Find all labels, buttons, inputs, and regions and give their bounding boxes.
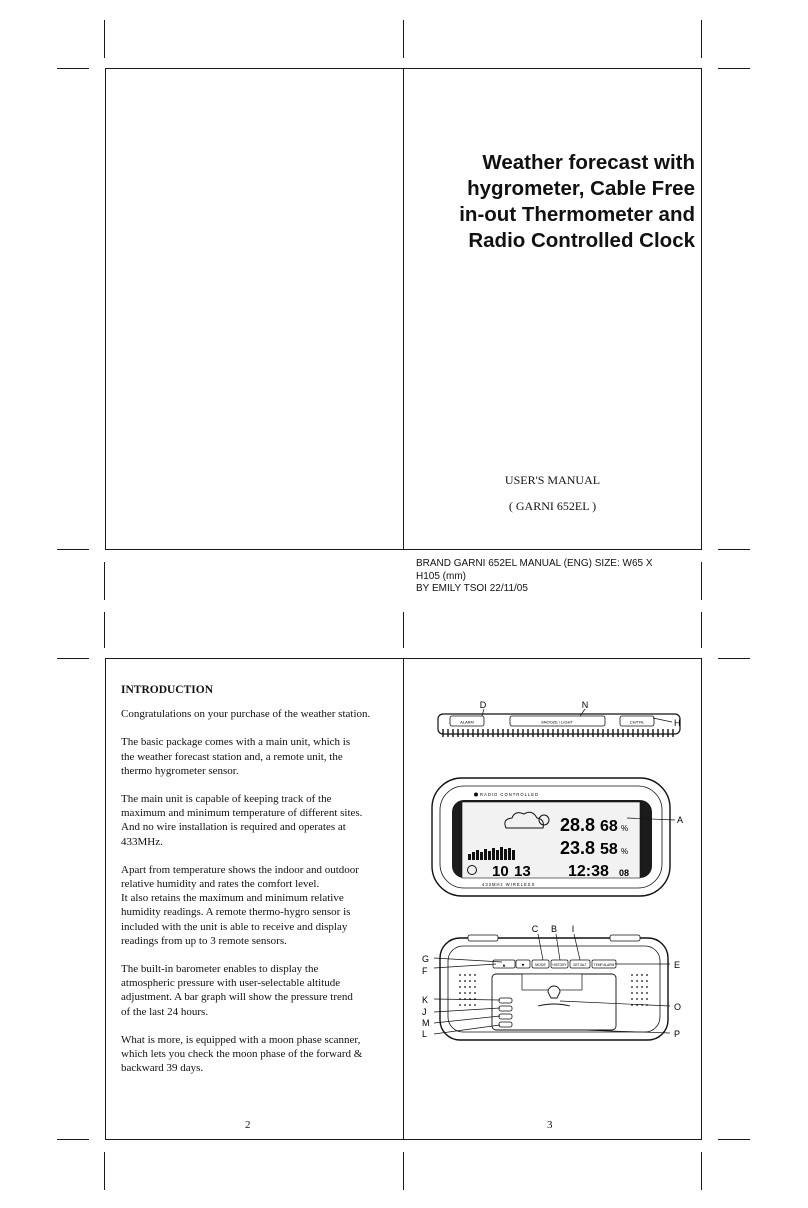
- mode-button-label: MODE: [535, 963, 546, 967]
- down-button-label: ▼: [520, 962, 526, 968]
- crop-mark: [701, 20, 702, 58]
- temp-alarm-button-label: TEMP ALARM: [593, 963, 615, 967]
- outdoor-humidity: 58: [600, 841, 618, 858]
- indoor-temperature: 28.8: [560, 815, 596, 835]
- text-line: which lets you check the moon phase of the forward &: [121, 1048, 363, 1061]
- page-number-left: 2: [245, 1119, 251, 1131]
- spread-fold-line: [403, 658, 404, 1140]
- print-spec-line: H105 (mm): [416, 570, 467, 582]
- callout-label-k: K: [422, 995, 429, 1005]
- text-line: of the last 24 hours.: [121, 1005, 209, 1018]
- hanging-hole-icon: [548, 986, 560, 998]
- callout-label-l: L: [422, 1029, 428, 1039]
- print-spec-line: BRAND GARNI 652EL MANUAL (ENG) SIZE: W65 X: [416, 558, 653, 569]
- crop-mark: [104, 20, 105, 58]
- wireless-text: 433MHz WIRELESS: [482, 882, 536, 887]
- history-button-label: HISTORY: [552, 963, 567, 967]
- clock-seconds: 08: [619, 868, 630, 878]
- text-line: relative humidity and rates the comfort level.: [121, 878, 320, 891]
- text-line: 433MHz.: [121, 835, 163, 848]
- snooze-light-label: SNOOZE / LIGHT: [540, 719, 574, 725]
- text-line: And no wire installation is required and operates at: [121, 821, 346, 834]
- callout-label-h: H: [674, 718, 681, 728]
- text-line: The built-in barometer enables to display the: [121, 963, 319, 976]
- manual-label: USER'S MANUAL: [504, 473, 601, 487]
- text-line: The basic package comes with a main unit, which is: [121, 736, 351, 749]
- text-line: Apart from temperature shows the indoor and outdoor: [121, 863, 359, 876]
- crop-mark: [57, 549, 89, 550]
- crop-mark: [57, 658, 89, 659]
- date-month: 13: [514, 863, 531, 880]
- callout-label-j: J: [422, 1007, 427, 1017]
- crop-mark: [57, 1139, 89, 1140]
- top-vent-ridges: [443, 729, 673, 737]
- text-line: The main unit is capable of keeping track of the: [121, 793, 332, 806]
- callout-label-g: G: [422, 954, 430, 964]
- indoor-humidity: 68: [600, 818, 618, 835]
- clock-time: 12:38: [568, 863, 609, 880]
- print-spec-note: [416, 558, 666, 596]
- text-line: readings from up to 3 remote sensors.: [121, 934, 287, 947]
- callout-label-b: B: [550, 924, 558, 934]
- text-line: What is more, is equipped with a moon phase scanner,: [121, 1033, 361, 1046]
- text-line: atmospheric pressure with user-selectable altitude: [121, 977, 341, 990]
- date-day: 10: [492, 863, 509, 880]
- text-line: Congratulations on your purchase of the weather station.: [121, 708, 371, 721]
- intro-paragraph: [121, 962, 389, 1019]
- text-line: included with the unit is able to receive and display: [121, 920, 348, 933]
- callout-label-i: I: [571, 924, 575, 934]
- callout-label-f: F: [422, 966, 428, 976]
- device-diagram: [410, 692, 700, 1052]
- callout-label-e: E: [674, 960, 681, 970]
- callout-label-m: M: [422, 1018, 430, 1028]
- intro-paragraph: [121, 1033, 389, 1076]
- text-line: backward 39 days.: [121, 1062, 204, 1075]
- crop-mark: [104, 612, 105, 648]
- crop-mark: [701, 562, 702, 600]
- outdoor-temperature: 23.8: [560, 838, 596, 858]
- spread-fold-line: [403, 68, 404, 550]
- callout-label-c: C: [531, 924, 539, 934]
- set-alt-button-label: SET/ALT: [573, 963, 587, 967]
- print-spec-line: BY EMILY TSOI 22/11/05: [416, 583, 528, 594]
- text-line: thermo hygrometer sensor.: [121, 764, 239, 777]
- page-number-right: 3: [547, 1119, 553, 1131]
- introduction-section: [121, 683, 389, 1089]
- top-view: [438, 700, 681, 737]
- channel-button-label: CH/TRL: [629, 719, 645, 725]
- crop-mark: [403, 612, 404, 648]
- crop-mark: [701, 1152, 702, 1190]
- crop-mark: [718, 1139, 750, 1140]
- cover-title-line: in-out Thermometer and: [459, 203, 695, 226]
- front-view: [432, 778, 683, 896]
- callout-label-d: D: [479, 700, 487, 710]
- cover-title: [405, 150, 695, 254]
- intro-paragraph: [121, 707, 389, 721]
- crop-mark: [701, 612, 702, 648]
- callout-label-n: N: [581, 700, 589, 710]
- crop-mark: [718, 658, 750, 659]
- callout-label-o: O: [674, 1002, 682, 1012]
- crop-mark: [718, 549, 750, 550]
- intro-paragraph: [121, 863, 389, 948]
- model-label: ( GARNI 652EL ): [508, 499, 597, 513]
- brand-logo-icon: [474, 793, 478, 797]
- back-top-tab: [610, 935, 640, 941]
- lcd-screen: [462, 802, 640, 878]
- text-line: the weather forecast station and, a remote unit, the: [121, 750, 343, 763]
- crop-mark: [57, 68, 89, 69]
- text-line: maximum and minimum temperature of different sites.: [121, 807, 363, 820]
- crop-mark: [104, 562, 105, 600]
- crop-mark: [104, 1152, 105, 1190]
- crop-mark: [403, 1152, 404, 1190]
- text-line: adjustment. A bar graph will show the pressure trend: [121, 991, 353, 1004]
- intro-paragraph: [121, 792, 389, 849]
- text-line: humidity readings. A remote thermo-hygro sensor is: [121, 906, 351, 919]
- back-top-tab: [468, 935, 498, 941]
- back-view: [422, 924, 681, 1040]
- cover-title-line: hygrometer, Cable Free: [467, 177, 695, 200]
- outdoor-humidity-unit: %: [621, 847, 629, 856]
- indoor-humidity-unit: %: [621, 824, 629, 833]
- introduction-heading: INTRODUCTION: [121, 684, 214, 696]
- up-button-label: ▲: [501, 962, 507, 968]
- text-line: It also retains the maximum and minimum relative: [121, 892, 344, 905]
- cover-title-line: Radio Controlled Clock: [468, 229, 695, 252]
- callout-label-p: P: [674, 1029, 681, 1039]
- alarm-button-label: ALARM: [460, 719, 474, 725]
- cover-title-line: Weather forecast with: [482, 151, 695, 174]
- brand-text: RADIO CONTROLLED: [480, 792, 540, 797]
- intro-paragraph: [121, 735, 389, 778]
- crop-mark: [718, 68, 750, 69]
- crop-mark: [403, 20, 404, 58]
- callout-label-a: A: [677, 815, 684, 825]
